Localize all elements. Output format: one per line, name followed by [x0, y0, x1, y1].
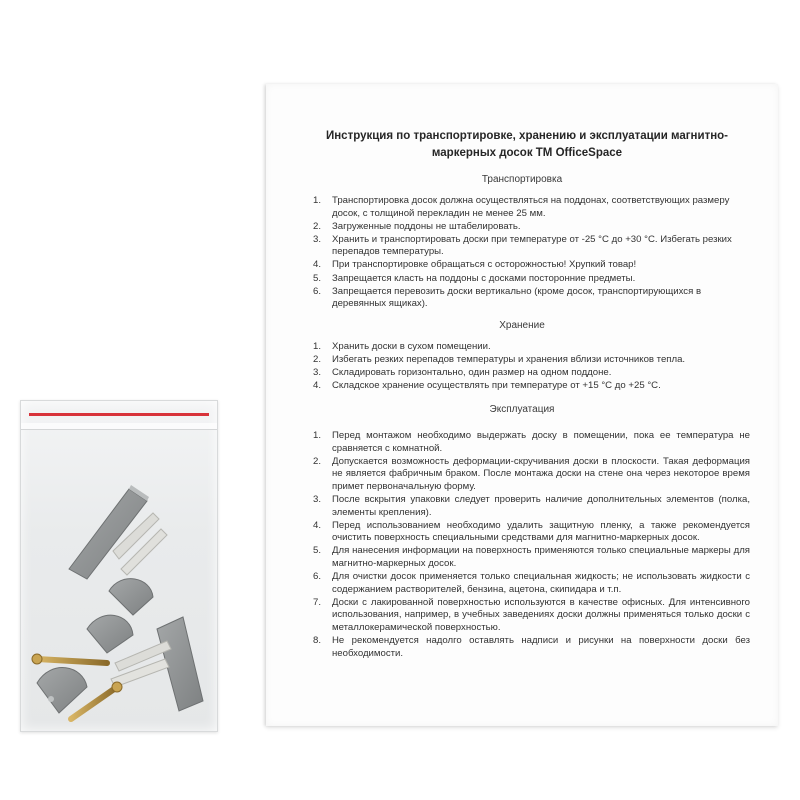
list-item: 5. Для нанесения информации на поверхность применяются только специальные маркеры для магнитно-маркерных досок. [313, 545, 750, 569]
document-title-line-2: маркерных досок ТМ OfficeSpace [431, 147, 623, 159]
document-title-line-1: Инструкция по транспортировке, хранению и эксплуатации магнитно- [325, 130, 729, 142]
instruction-sheet [266, 84, 778, 726]
list-item: 3. После вскрытия упаковки следует проверить наличие дополнительных элементов (полка, элементы крепления). [313, 493, 750, 518]
list-item: 2. Загруженные поддоны не штабелировать. [313, 220, 521, 232]
list-item: 3. Хранить и транспортировать доски при температуре от -25 °С до +30 °С. Избегать резких перепадов температуры. [313, 233, 732, 258]
hardware-parts-illustration [21, 401, 217, 731]
list-item: 1. Хранить доски в сухом помещении. [313, 341, 491, 352]
list-item: 1. Перед монтажом необходимо выдержать доску в помещении, пока ее температура не сравняется с комнатной. [313, 430, 750, 454]
list-item: 4. При транспортировке обращаться с осторожностью! Хрупкий товар! [313, 259, 637, 271]
list-item: 2. Допускается возможность деформации-скручивания доски в плоскости. Такая деформация не является фабричным браком. После монтажа доски на стене она через некоторое время примет первоначальную форму. [313, 455, 750, 492]
screw [32, 654, 107, 664]
section-heading-storage: Хранение [499, 320, 545, 331]
transport-list [313, 195, 750, 311]
list-item: 2. Избегать резких перепадов температуры и хранения вблизи источников тепла. [313, 354, 686, 366]
list-item: 4. Перед использованием необходимо удалить защитную пленку, а также рекомендуется очистить поверхность специальными средствами для магнитно-маркерных досок. [313, 519, 750, 544]
section-heading-transport: Транспортировка [481, 174, 563, 185]
list-item: 8. Не рекомендуется надолго оставлять надписи и рисунки на поверхности доски без необходимости. [313, 635, 750, 659]
document-title [306, 128, 748, 162]
list-item: 4. Складское хранение осуществлять при температуре от +15 °С до +25 °С. [313, 380, 661, 392]
list-item: 5. Запрещается класть на поддоны с досками посторонние предметы. [313, 272, 636, 284]
list-item: 7. Доски с лакированной поверхностью используются в качестве офисных. Для интенсивного использования, например, в учебных заведениях доски должны применяться только доски с металлокерамической поверхностью. [313, 596, 750, 633]
list-item: 3. Складировать горизонтально, один размер на одном поддоне. [313, 367, 612, 379]
zip-bag [20, 400, 218, 732]
usage-list [313, 430, 750, 661]
list-item: 1. Транспортировка досок должна осуществляться на поддонах, соответствующих размеру досок, с толщиной перекладин не менее 25 мм. [313, 195, 730, 219]
mounting-clip [37, 579, 153, 713]
list-item: 6. Запрещается перевозить доски вертикально (кроме досок, транспортирующихся в деревянных ящиках). [313, 285, 702, 310]
list-item: 6. Для очистки досок применяется только специальная жидкость; не использовать жидкости с содержанием растворителей, бензина, ацетона, скипидара и т.п. [313, 571, 750, 595]
storage-list [313, 341, 750, 393]
wall-dowel [111, 641, 171, 687]
section-heading-usage: Эксплуатация [489, 404, 555, 415]
